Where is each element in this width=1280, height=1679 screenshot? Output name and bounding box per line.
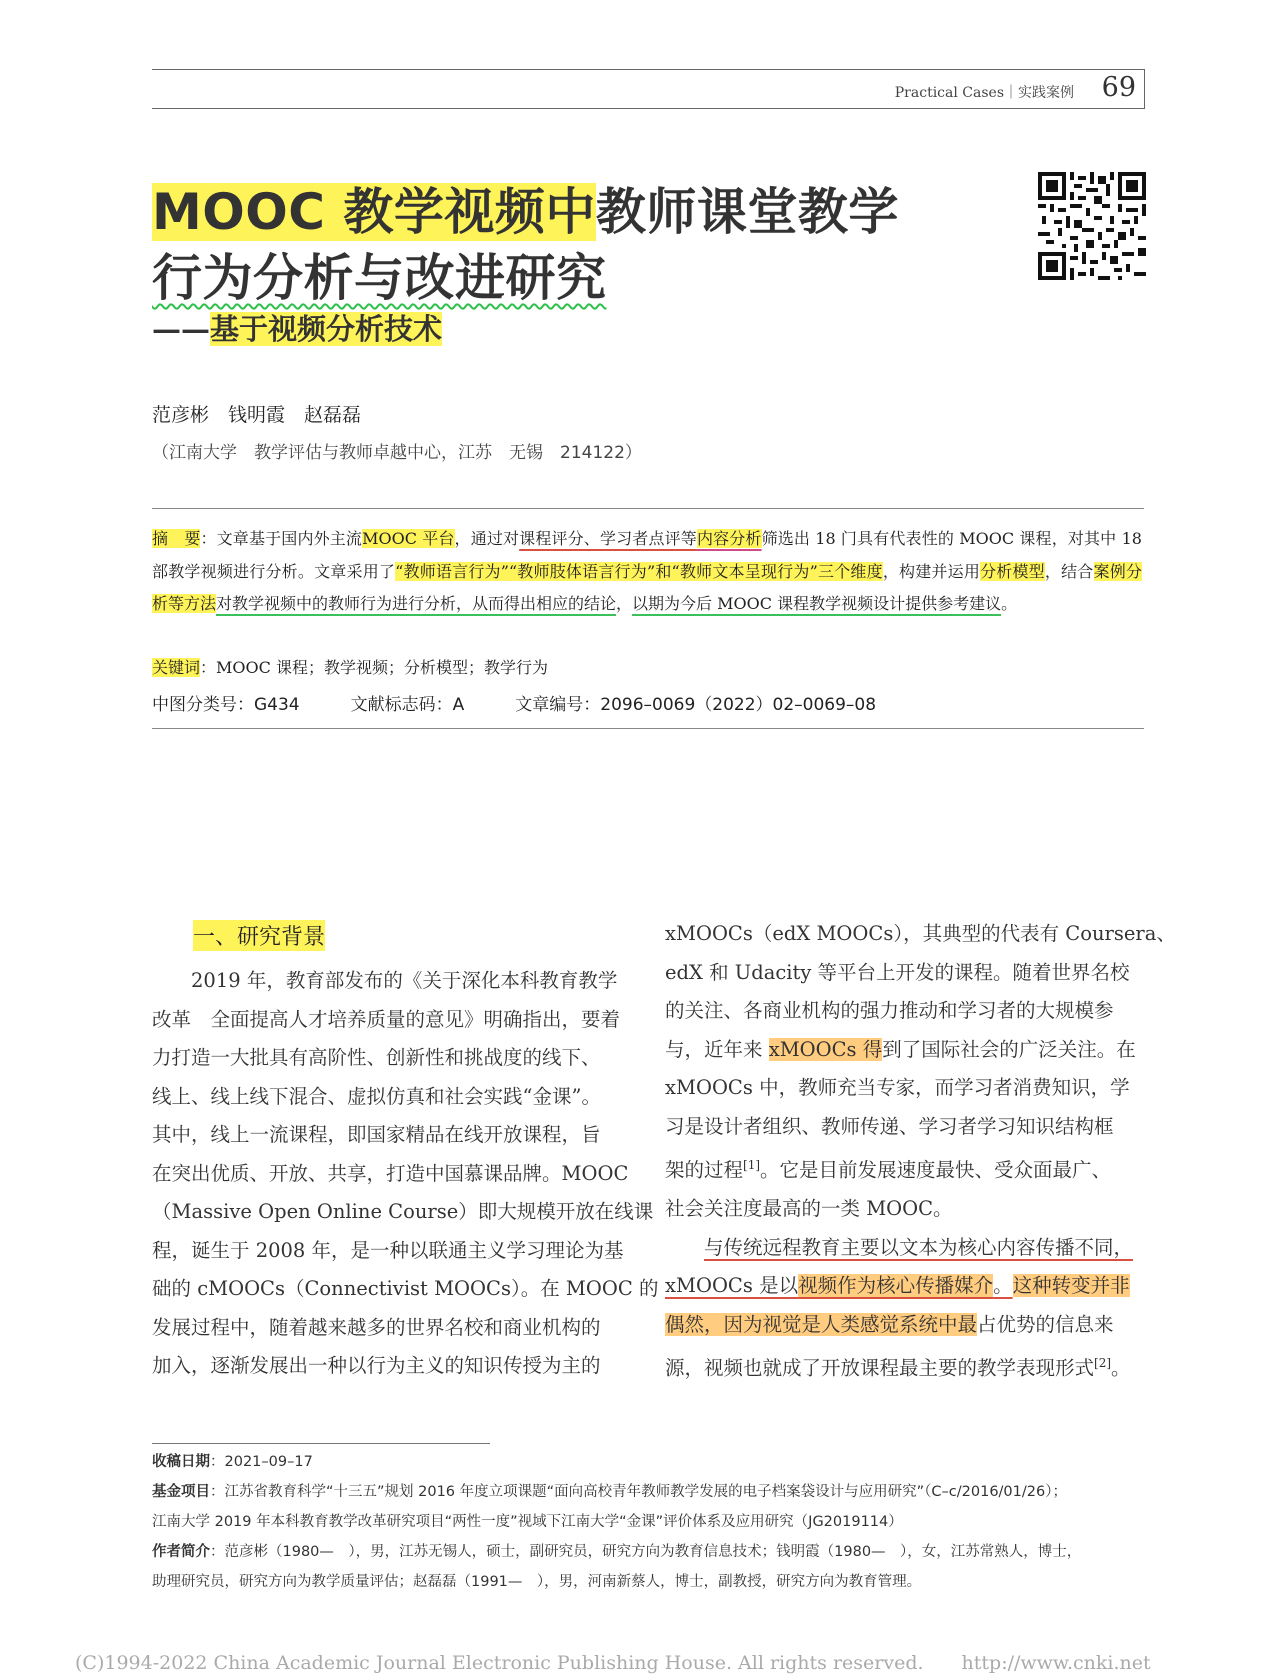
body-highlight: 这种转变并非 bbox=[1012, 1274, 1130, 1297]
article-classification-info: 中图分类号：G434 文献标志码：A 文章编号：2096–0069（2022）02–0069–08 bbox=[152, 695, 877, 715]
body-highlight: 视频作为核心传播媒介 bbox=[798, 1274, 994, 1297]
footnote-text: ：江苏省教育科学“十三五”规划 2016 年度立项课题“面向高校青年教师教学发展的电子档案袋设计与应用研究”（C–c/2016/01/26）； bbox=[210, 1484, 1067, 1500]
abstract-text: ，构建并运用 bbox=[882, 561, 981, 581]
abstract-underline: 对教学视频中的教师行为进行分析，从而得出相应的结论 bbox=[216, 594, 617, 613]
header-section-label: Practical Cases｜实践案例 bbox=[894, 85, 1074, 101]
title-highlight: MOOC 教学视频中 bbox=[152, 183, 596, 241]
body-underline: 。 bbox=[993, 1274, 1013, 1297]
abstract-highlight: “教师语言行为”“教师肢体语言行为”和“教师文本呈现行为”三个维度 bbox=[395, 561, 883, 581]
abstract-text: 。 bbox=[1001, 594, 1018, 613]
copyright-notice: (C)1994-2022 China Academic Journal Electronic Publishing House. All rights reserved. http://www.cnki.net bbox=[75, 1652, 1151, 1674]
abstract-bottom-divider bbox=[152, 728, 1144, 729]
abstract-text: ，结合 bbox=[1044, 561, 1094, 581]
abstract-underline: 以期为今后 MOOC 课程教学视频设计提供参考建议 bbox=[632, 594, 1002, 613]
body-text: 与，近年来 bbox=[665, 1037, 769, 1061]
footnotes bbox=[152, 1447, 1147, 1597]
fund-info-cont: 江南大学 2019 年本科教育教学改革研究项目“两性一度”视域下江南大学“金课”评价体系及应用研究（JG2019114） bbox=[152, 1514, 903, 1530]
abstract-top-divider bbox=[152, 508, 1144, 509]
abstract-highlight: MOOC 平台 bbox=[362, 529, 455, 548]
keywords bbox=[152, 655, 548, 678]
footnote-label: 作者简介 bbox=[152, 1544, 210, 1560]
body-line: 础的 cMOOCs（Connectivist MOOCs）。在 MOOC 的 bbox=[152, 1277, 659, 1300]
body-text: 。 bbox=[1111, 1356, 1131, 1380]
article-title-line2 bbox=[152, 238, 607, 310]
abstract-text: ：文章基于国内外主流 bbox=[200, 529, 363, 548]
body-line: 加入，逐渐发展出一种以行为主义的知识传授为主的 bbox=[152, 1354, 601, 1377]
body-line bbox=[665, 1344, 1145, 1388]
body-line: 程，诞生于 2008 年，是一种以联通主义学习理论为基 bbox=[152, 1238, 624, 1262]
received-date bbox=[152, 1447, 1147, 1477]
body-line bbox=[665, 1031, 1145, 1070]
body-line: 改革 全面提高人才培养质量的意见》明确指出，要着 bbox=[152, 1007, 621, 1031]
citation-ref[interactable]: [2] bbox=[1094, 1356, 1112, 1370]
footnote-text: ：2021–09–17 bbox=[210, 1454, 313, 1470]
fund-info bbox=[152, 1477, 1147, 1507]
body-line: 社会关注度最高的一类 MOOC。 bbox=[665, 1197, 953, 1220]
body-line: 习是设计者组织、教师传递、学习者学习知识结构框 bbox=[665, 1114, 1114, 1138]
abstract-underline: 课程评分、学习者点评等 bbox=[519, 529, 697, 548]
qr-code-icon bbox=[1038, 172, 1146, 280]
body-line: （Massive Open Online Course）即大规模开放在线课 bbox=[152, 1200, 654, 1223]
body-line: 在突出优质、开放、共享，打造中国慕课品牌。MOOC bbox=[152, 1161, 629, 1185]
body-text: 。它是目前发展速度最快、受众面最广、 bbox=[760, 1158, 1112, 1182]
keywords-text: ：MOOC 课程；教学视频；分析模型；教学行为 bbox=[200, 658, 548, 677]
title-text: 教师课堂教学 bbox=[595, 183, 899, 241]
body-highlight: xMOOCs 得 bbox=[768, 1037, 883, 1061]
body-line bbox=[665, 1146, 1145, 1190]
section-heading: 一、研究背景 bbox=[193, 920, 325, 951]
body-line: 力打造一大批具有高阶性、创新性和挑战度的线下、 bbox=[152, 1046, 601, 1069]
body-line: 其中，线上一流课程，即国家精品在线开放课程，旨 bbox=[152, 1123, 601, 1146]
body-line bbox=[665, 1229, 1145, 1268]
author-affiliation: （江南大学 教学评估与教师卓越中心，江苏 无锡 214122） bbox=[152, 443, 642, 463]
body-text: 到了国际社会的广泛关注。在 bbox=[882, 1037, 1136, 1061]
body-highlight: 偶然，因为视觉是人类感觉系统中最 bbox=[665, 1312, 978, 1336]
abstract-highlight: 案例分析等方法 bbox=[152, 561, 1142, 613]
citation-ref[interactable]: [1] bbox=[743, 1158, 761, 1172]
abstract-highlight: 内容分析 bbox=[696, 529, 762, 548]
author-bio-cont: 助理研究员，研究方向为教学质量评估；赵磊磊（1991— ），男，河南新蔡人，博士，副教授，研究方向为教育管理。 bbox=[152, 1574, 922, 1590]
abstract bbox=[152, 523, 1142, 621]
abstract-highlight: 分析模型 bbox=[980, 561, 1045, 581]
body-line: 发展过程中，随着越来越多的世界名校和商业机构的 bbox=[152, 1315, 601, 1339]
abstract-text: ，通过对 bbox=[454, 529, 520, 548]
author-list: 范彦彬 钱明霞 赵磊磊 bbox=[152, 404, 362, 426]
subtitle-text: 基于视频分析技术 bbox=[210, 312, 443, 346]
page-number: 69 bbox=[1101, 72, 1136, 103]
article-subtitle bbox=[152, 307, 442, 348]
article-title-line1 bbox=[152, 172, 899, 244]
abstract-label: 摘 要 bbox=[152, 529, 201, 548]
abstract-text: 筛选出 18 门具有代表性的 MOOC 课程，对其中 18 部教学视频进行分析。文章采用了 bbox=[152, 529, 1142, 581]
body-line: edX 和 Udacity 等平台上开发的课程。随着世界名校 bbox=[665, 960, 1130, 984]
body-line: xMOOCs（edX MOOCs），其典型的代表有 Coursera、 bbox=[665, 922, 1176, 945]
footnote-divider bbox=[152, 1443, 490, 1444]
abstract-text: ， bbox=[616, 594, 633, 613]
body-underline: xMOOCs 是以 bbox=[665, 1274, 799, 1297]
footnote-text: ：范彦彬（1980— ），男，江苏无锡人，硕士，副研究员，研究方向为教育信息技术；钱明霞（1980— ），女，江苏常熟人，博士， bbox=[210, 1544, 1082, 1560]
body-text: 源，视频也就成了开放课程最主要的教学表现形式 bbox=[665, 1356, 1095, 1380]
footnote-label: 基金项目 bbox=[152, 1484, 210, 1500]
body-line: 的关注、各商业机构的强力推动和学习者的大规模参 bbox=[665, 999, 1114, 1022]
body-text: 架的过程 bbox=[665, 1158, 744, 1182]
body-underline: 与传统远程教育主要以文本为核心内容传播不同， bbox=[704, 1235, 1134, 1259]
body-line: 2019 年，教育部发布的《关于深化本科教育教学 bbox=[191, 969, 618, 992]
subtitle-dash: —— bbox=[152, 312, 210, 346]
page-header bbox=[152, 69, 1145, 109]
body-text: 占优势的信息来 bbox=[977, 1312, 1114, 1336]
footnote-label: 收稿日期 bbox=[152, 1454, 210, 1470]
body-line bbox=[665, 1306, 1145, 1345]
title-wavy-underline: 行为分析与改进研究 bbox=[152, 249, 607, 307]
body-left-column bbox=[152, 962, 659, 1386]
body-right-column bbox=[665, 915, 1176, 1388]
author-bio bbox=[152, 1537, 1147, 1567]
keywords-label: 关键词 bbox=[152, 658, 201, 677]
body-line: 线上、线上线下混合、虚拟仿真和社会实践“金课”。 bbox=[152, 1084, 601, 1108]
body-line: xMOOCs 中，教师充当专家，而学习者消费知识，学 bbox=[665, 1076, 1130, 1099]
body-line bbox=[665, 1267, 1145, 1306]
